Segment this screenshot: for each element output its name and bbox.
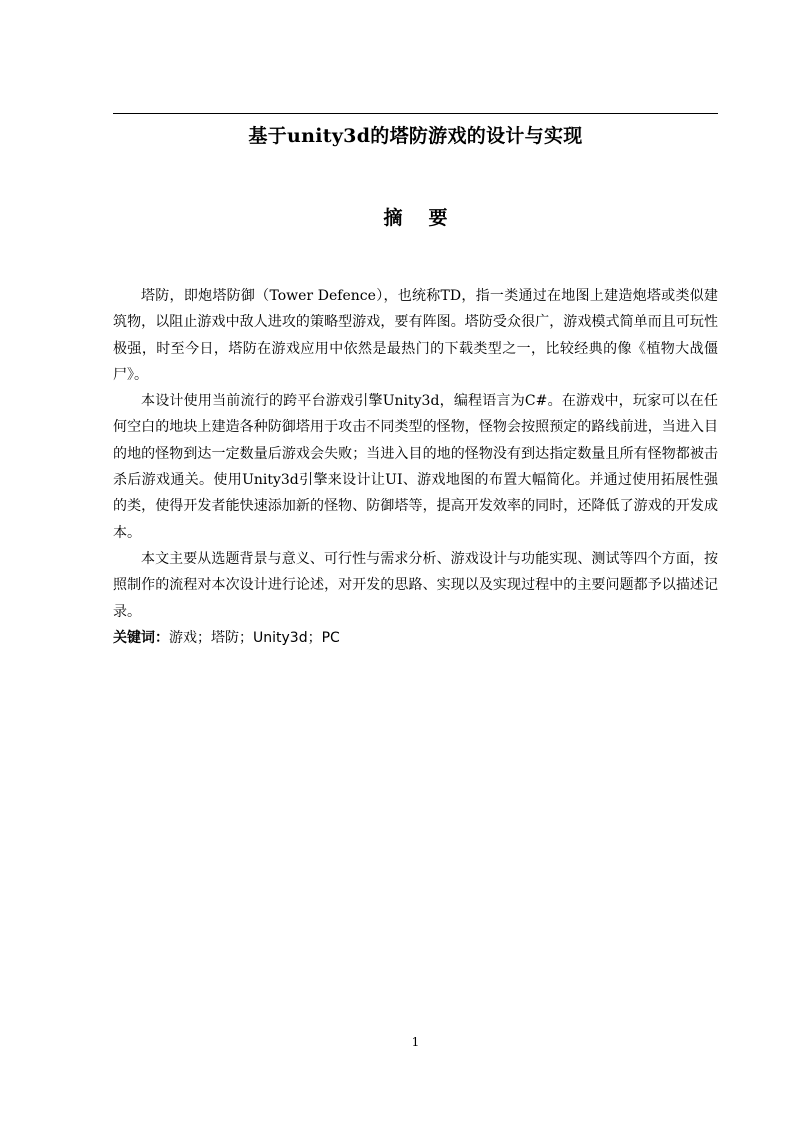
abstract-paragraph-3: 本文主要从选题背景与意义、可行性与需求分析、游戏设计与功能实现、测试等四个方面，按照制作的流程对本次设计进行论述，对开发的思路、实现以及实现过程中的主要问题都予以描述记录。 xyxy=(113,550,718,620)
keywords-value: 游戏；塔防；Unity3d；PC xyxy=(169,629,340,646)
abstract-paragraph-2: 本设计使用当前流行的跨平台游戏引擎Unity3d，编程语言为C#。在游戏中，玩家可以在任何空白的地块上建造各种防御塔用于攻击不同类型的怪物，怪物会按照预定的路线前进，当进入目的地的怪物到达一定数量后游戏会失败；当进入目的地的怪物没有到达指定数量且所有怪物都被击杀后游戏通关。使用Unity3d引擎来设计让UI、游戏地图的布置大幅简化。并通过使用拓展性强的类，使得开发者能快速添加新的怪物、防御塔等，提高开发效率的同时，还降低了游戏的开发成本。 xyxy=(113,393,718,541)
abstract-paragraph-1: 塔防，即炮塔防御（Tower Defence），也统称TD，指一类通过在地图上建造炮塔或类似建筑物，以阻止游戏中敌人进攻的策略型游戏，要有阵图。塔防受众很广，游戏模式简单而且可玩性极强，时至今日，塔防在游戏应用中依然是最热门的下载类型之一，比较经典的像《植物大战僵尸》。 xyxy=(113,288,718,383)
abstract-body xyxy=(113,283,718,651)
page-number: 1 xyxy=(411,1035,420,1049)
keywords-label: 关键词： xyxy=(113,629,169,646)
header-rule xyxy=(113,113,718,114)
document-title: 基于unity3d的塔防游戏的设计与实现 xyxy=(248,125,583,147)
keywords-line xyxy=(113,625,718,651)
abstract-heading: 摘要 xyxy=(383,207,474,229)
